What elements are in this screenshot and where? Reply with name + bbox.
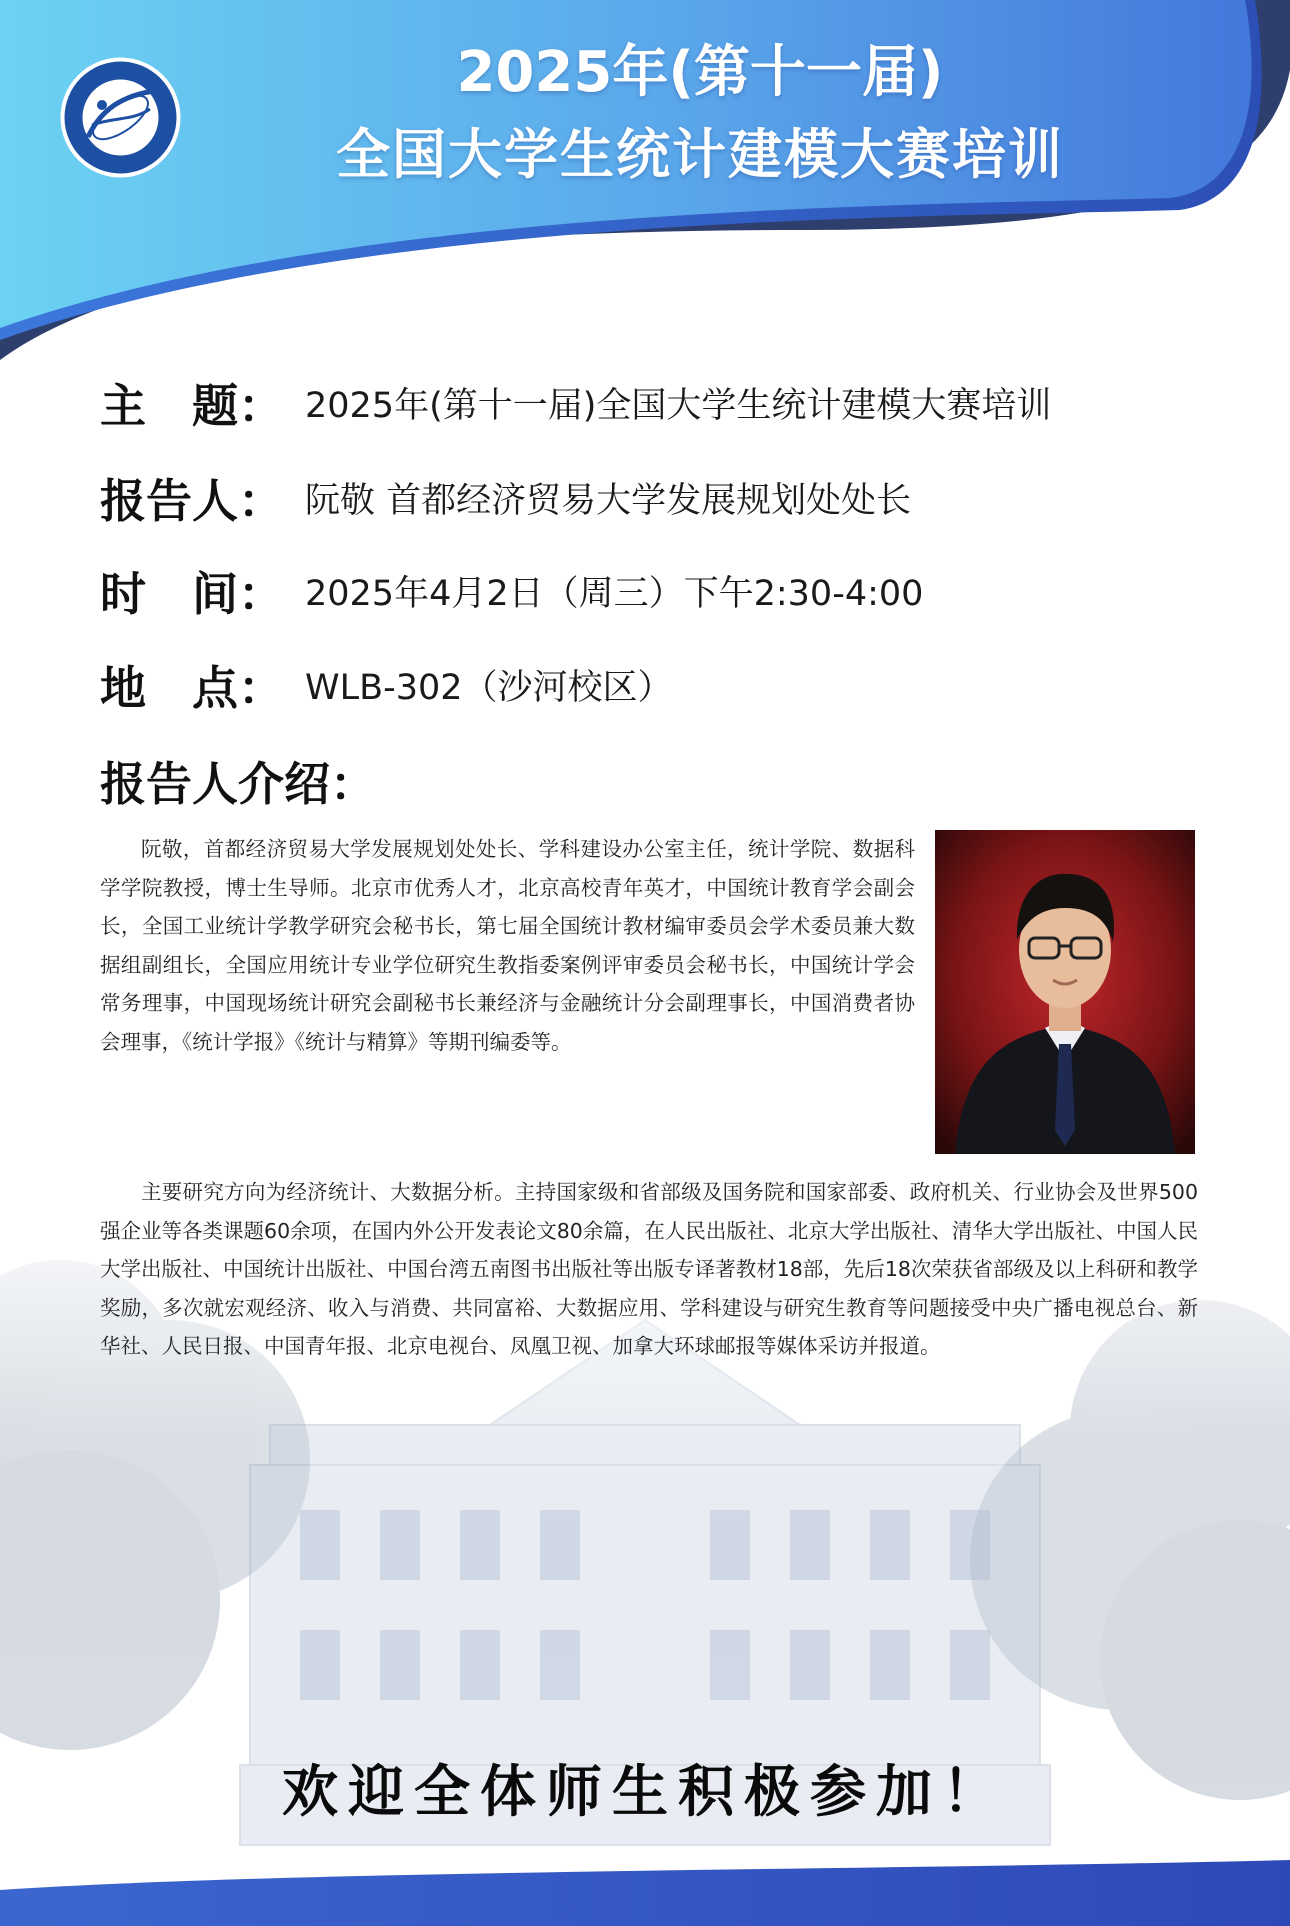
- speaker-value: 阮敬 首都经济贸易大学发展规划处处长: [305, 481, 912, 521]
- time-value: 2025年4月2日（周三）下午2:30-4:00: [305, 574, 924, 614]
- bio-paragraph-2: 主要研究方向为经济统计、大数据分析。主持国家级和省部级及国务院和国家部委、政府机关、行业协会及世界500强企业等各类课题60余项，在国内外公开发表论文80余篇，在人民出版社、北京大学出版社、清华大学出版社、中国人民大学出版社、中国统计出版社、中国台湾五南图书出版社等出版专译著教材18部，先后18次荣获省部级及以上科研和教学奖励，多次就宏观经济、收入与消费、共同富裕、大数据应用、学科建设与研究生教育等问题接受中央广播电视总台、新华社、人民日报、中国青年报、北京电视台、凤凰卫视、加拿大环球邮报等媒体采访并报道。: [100, 1180, 1198, 1358]
- place-label: 地 点：: [100, 661, 284, 715]
- bio-section-title: 报告人介绍：: [100, 757, 376, 811]
- topic-value: 2025年(第十一届)全国大学生统计建模大赛培训: [305, 386, 1052, 426]
- speaker-label: 报告人：: [100, 474, 284, 528]
- speaker-photo: [935, 830, 1195, 1154]
- title-line1: 2025年(第十一届): [456, 40, 944, 105]
- school-logo-icon: [58, 55, 183, 180]
- welcome-message: 欢迎全体师生积极参加！: [282, 1760, 1008, 1825]
- place-value: WLB-302（沙河校区）: [305, 668, 673, 708]
- topic-label: 主 题：: [100, 379, 284, 433]
- title-line2: 全国大学生统计建模大赛培训: [336, 123, 1064, 186]
- bio-paragraph-1: 阮敬，首都经济贸易大学发展规划处处长、学科建设办公室主任，统计学院、数据科学学院教授，博士生导师。北京市优秀人才，北京高校青年英才，中国统计教育学会副会长，全国工业统计学教学研究会秘书长，第七届全国统计教材编审委员会学术委员兼大数据组副组长，全国应用统计专业学位研究生教指委案例评审委员会秘书长，中国统计学会常务理事，中国现场统计研究会副秘书长兼经济与金融统计分会副理事长，中国消费者协会理事，《统计学报》《统计与精算》等期刊编委等。: [100, 837, 915, 1054]
- time-label: 时 间：: [100, 567, 284, 621]
